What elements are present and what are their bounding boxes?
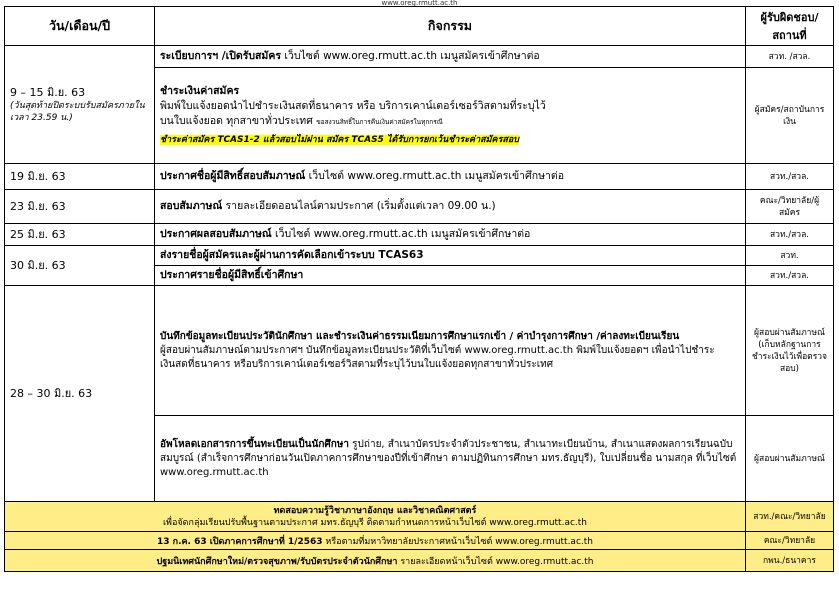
activity-cell xyxy=(155,246,746,266)
resp-cell: ผู้สมัคร/สถาบันการเงิน xyxy=(746,68,834,164)
header-date: วัน/เดือน/ปี xyxy=(5,7,155,46)
resp-cell: ผู้สอบผ่านสัมภาษณ์ (เก็บหลักฐานการชำระเงินไว้เพื่อตรวจสอบ) xyxy=(746,286,834,416)
schedule-table xyxy=(4,6,834,572)
activity-cell xyxy=(155,224,746,246)
activity-small-note: ขอสงวนสิทธิ์ในการคืนเงินค่าสมัครในทุกกรณี xyxy=(316,117,443,126)
activity-cell xyxy=(155,286,746,416)
resp-cell: คณะ/วิทยาลัย xyxy=(746,532,834,550)
date-cell xyxy=(5,46,155,164)
resp-cell: สวท./คณะ/วิทยาลัย xyxy=(746,502,834,532)
activity-text: เว็บไซต์ www.oreg.rmutt.ac.th เมนูสมัครเข้าศึกษาต่อ xyxy=(281,50,540,62)
activity-text: ผู้สอบผ่านสัมภาษณ์ตามประกาศฯ บันทึกข้อมูลทะเบียนประวัติที่เว็บไซต์ www.oreg.rmutt.ac.th พิมพ์ใบแจ้งยอดฯ เพื่อนำไปชำระเงินสดที่ธนาคาร หรือบริการเคาน์เตอร์เซอร์วิสตามที่ระบุไว้บนใบแจ้งยอดทุกสาขาทั่วประเทศ xyxy=(160,344,715,370)
resp-cell: สวท. xyxy=(746,246,834,266)
activity-title: ส่งรายชื่อผู้สมัครและผู้ผ่านการคัดเลือกเข้าระบบ TCAS63 xyxy=(160,249,424,261)
activity-title: ชำระเงินค่าสมัคร xyxy=(160,84,240,97)
activity-title: ประกาศรายชื่อผู้มีสิทธิ์เข้าศึกษา xyxy=(160,269,304,281)
table-row xyxy=(5,224,834,246)
footer-title: ปฐมนิเทศนักศึกษาใหม่/ตรวจสุขภาพ/รับบัตรประจำตัวนักศึกษา xyxy=(156,556,398,567)
resp-cell: สวท. /สวล. xyxy=(746,46,834,68)
activity-cell xyxy=(155,266,746,286)
top-strip-text: www.oreg.rmutt.ac.th xyxy=(381,0,458,6)
table-row xyxy=(5,246,834,266)
footer-text: รายละเอียดหน้าเว็บไซต์ www.oreg.rmutt.ac.th xyxy=(397,556,594,567)
table-row xyxy=(5,550,834,572)
date-cell: 28 – 30 มิ.ย. 63 xyxy=(5,286,155,502)
table-row xyxy=(5,190,834,224)
activity-text: รูปถ่าย, สำเนาบัตรประจำตัวประชาชน, สำเนาทะเบียนบ้าน, สำเนาแสดงผลการเรียนฉบับสมบูรณ์ (สำเร็จการศึกษาก่อนวันเปิดภาคการศึกษาของปีที่เข้าศึกษา ตามปฏิทินการศึกษา มทร.ธัญบุรี), ใบเปลี่ยนชื่อ นามสกุล ที่เว็บไซต์ www.oreg.rmutt.ac.th xyxy=(160,438,737,478)
resp-cell: สวท./สวล. xyxy=(746,224,834,246)
highlight-note: ชำระค่าสมัคร TCAS1-2 แล้วสอบไม่ผ่าน สมัคร TCAS5 ได้รับการยกเว้นชำระค่าสมัครสอบ xyxy=(160,134,520,145)
date-text: 9 – 15 มิ.ย. 63 xyxy=(10,86,86,99)
activity-text: รายละเอียดออนไลน์ตามประกาศ (เริ่มตั้งแต่เวลา 09.00 น.) xyxy=(222,200,496,212)
activity-cell xyxy=(155,190,746,224)
resp-cell: สวท./สวล. xyxy=(746,266,834,286)
header-responsible: ผู้รับผิดชอบ/สถานที่ xyxy=(746,7,834,46)
activity-cell xyxy=(155,164,746,190)
table-row xyxy=(5,502,834,532)
activity-text: เว็บไซต์ www.oreg.rmutt.ac.th เมนูสมัครเข้าศึกษาต่อ xyxy=(271,228,531,240)
activity-title: บันทึกข้อมูลทะเบียนประวัตินักศึกษา และชำระเงินค่าธรรมเนียมการศึกษาแรกเข้า / ค่าบำรุงการศึกษา /ค่าลงทะเบียนเรียน xyxy=(160,330,680,342)
table-row xyxy=(5,46,834,68)
resp-cell: คณะ/วิทยาลัย/ผู้สมัคร xyxy=(746,190,834,224)
table-row xyxy=(5,286,834,416)
footer-text: หรือตามที่มหาวิทยาลัยประกาศหน้าเว็บไซต์ www.oreg.rmutt.ac.th xyxy=(322,536,593,547)
activity-cell xyxy=(155,46,746,68)
footer-text: เพื่อจัดกลุ่มเรียนปรับพื้นฐานตามประกาศ มทร.ธัญบุรี ติดตามกำหนดการหน้าเว็บไซต์ www.oreg.rmutt.ac.th xyxy=(162,517,588,528)
activity-cell xyxy=(155,68,746,164)
date-note: (วันสุดท้ายปิดระบบรับสมัครภายในเวลา 23.59 น.) xyxy=(10,101,145,123)
activity-title: ระเบียบการฯ /เปิดรับสมัคร xyxy=(160,50,282,62)
date-cell: 23 มิ.ย. 63 xyxy=(5,190,155,224)
footer-title: ทดสอบความรู้วิชาภาษาอังกฤษ และวิชาคณิตศาสตร์ xyxy=(273,505,477,516)
activity-title: สอบสัมภาษณ์ xyxy=(160,200,223,212)
footer-activity-cell xyxy=(5,502,746,532)
date-cell: 19 มิ.ย. 63 xyxy=(5,164,155,190)
table-header-row xyxy=(5,7,834,46)
header-activity: กิจกรรม xyxy=(155,7,746,46)
date-cell: 30 มิ.ย. 63 xyxy=(5,246,155,286)
activity-title: ประกาศชื่อผู้มีสิทธิ์สอบสัมภาษณ์ xyxy=(160,170,306,182)
resp-cell: กพน./ธนาคาร xyxy=(746,550,834,572)
activity-line: พิมพ์ใบแจ้งยอดนำไปชำระเงินสดที่ธนาคาร หรือ บริการเคาน์เตอร์เซอร์วิสตามที่ระบุไว้ xyxy=(160,99,546,112)
footer-activity-cell xyxy=(5,550,746,572)
footer-activity-cell xyxy=(5,532,746,550)
date-cell: 25 มิ.ย. 63 xyxy=(5,224,155,246)
activity-title: ประกาศผลสอบสัมภาษณ์ xyxy=(160,228,272,240)
table-row xyxy=(5,164,834,190)
activity-cell xyxy=(155,416,746,502)
resp-cell: ผู้สอบผ่านสัมภาษณ์ xyxy=(746,416,834,502)
activity-line: บนใบแจ้งยอด ทุกสาขาทั่วประเทศ xyxy=(160,114,317,127)
activity-text: เว็บไซต์ www.oreg.rmutt.ac.th เมนูสมัครเข้าศึกษาต่อ xyxy=(305,170,565,182)
resp-cell: สวท./สวล. xyxy=(746,164,834,190)
table-row xyxy=(5,532,834,550)
activity-title: อัพโหลดเอกสารการขึ้นทะเบียนเป็นนักศึกษา xyxy=(160,438,349,450)
footer-title: 13 ก.ค. 63 เปิดภาคการศึกษาที่ 1/2563 xyxy=(156,536,323,547)
